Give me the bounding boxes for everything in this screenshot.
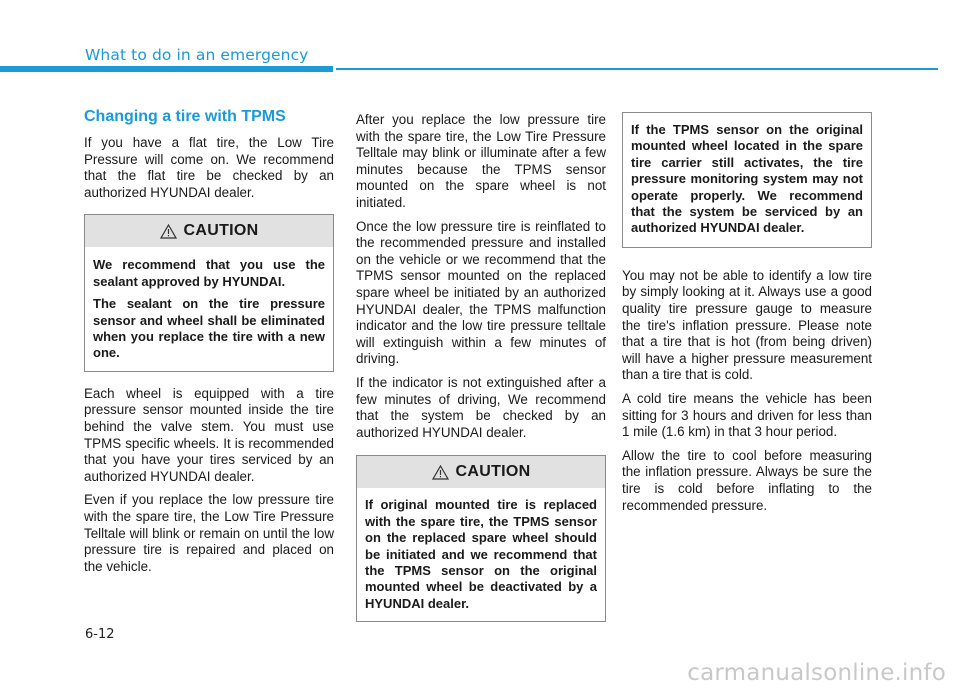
caution-label: CAUTION	[455, 463, 531, 481]
column-middle	[356, 112, 606, 622]
warning-triangle-icon	[432, 465, 449, 480]
continued-caution-box	[622, 112, 872, 248]
spare-tire-paragraph: Even if you replace the low pressure tire with the spare tire, the Low Tire Pressure Telltale will blink or remain on until the low pressure tire is repaired and placed on the vehicle.	[84, 492, 334, 574]
column-left	[84, 108, 334, 582]
watermark: carmanualsonline.info	[687, 660, 946, 686]
header-rule	[336, 68, 938, 70]
cool-tire-paragraph: Allow the tire to cool before measuring the inflation pressure. Always be sure the tire is cold before inflating to the recommended pressure.	[622, 447, 872, 513]
page-heading: Changing a tire with TPMS	[84, 108, 286, 125]
indicator-paragraph: If the indicator is not extinguished after a few minutes of driving, We recommend that the system be checked by an authorized HYUNDAI dealer.	[356, 374, 606, 440]
reinflate-paragraph: Once the low pressure tire is reinflated to the recommended pressure and installed on the vehicle or we recommend that the TPMS sensor mounted on the replaced spare wheel be initiated by an authorized HYUNDAI dealer, the TPMS malfunction indicator and the low tire pressure telltale will extinguish within a few minutes of driving.	[356, 218, 606, 367]
warning-triangle-icon	[160, 224, 177, 239]
column-right	[622, 112, 872, 521]
caution-text: If original mounted tire is replaced with the spare tire, the TPMS sensor on the replaced spare wheel should be initiated and we recommend that the TPMS sensor on the original mounted wheel be deactivated by a HYUNDAI dealer.	[365, 497, 597, 611]
caution-box-sealant	[84, 214, 334, 371]
caution-header	[85, 215, 333, 247]
caution-header	[357, 456, 605, 488]
caution-box-spare	[356, 455, 606, 622]
section-title: What to do in an emergency	[85, 46, 309, 64]
page-number: 6-12	[85, 627, 115, 642]
caution-body	[85, 247, 333, 370]
caution-text: If the TPMS sensor on the original mounted wheel located in the spare tire carrier still activates, the tire pressure monitoring system may not operate properly. We recommend that the system be serviced by an authorized HYUNDAI dealer.	[631, 122, 863, 236]
caution-body	[357, 488, 605, 621]
wheel-sensor-paragraph: Each wheel is equipped with a tire pressure sensor mounted inside the tire behind the valve stem. You must use TPMS specific wheels. It is recommended that you have your tires serviced by an authorized HYUNDAI dealer.	[84, 385, 334, 484]
caution-label: CAUTION	[183, 222, 259, 240]
identify-low-tire-paragraph: You may not be able to identify a low tire by simply looking at it. Always use a good quality tire pressure gauge to measure the tire's inflation pressure. Please note that a tire that is hot (from being driven) will have a higher pressure measurement than a tire that is cold.	[622, 267, 872, 383]
header-accent-bar	[0, 66, 333, 72]
cold-tire-paragraph: A cold tire means the vehicle has been sitting for 3 hours and driven for less than 1 mile (1.6 km) in that 3 hour period.	[622, 391, 872, 440]
caution-text: We recommend that you use the sealant approved by HYUNDAI.	[93, 257, 325, 289]
caution-text: The sealant on the tire pressure sensor and wheel shall be eliminated when you replace the tire with a new one.	[93, 296, 325, 361]
telltale-paragraph: After you replace the low pressure tire with the spare tire, the Low Tire Pressure Telltale may blink or illuminate after a few minutes because the TPMS sensor mounted on the spare wheel is not initiated.	[356, 112, 606, 210]
intro-paragraph: If you have a flat tire, the Low Tire Pressure will come on. We recommend that the flat tire be checked by an authorized HYUNDAI dealer.	[84, 135, 334, 200]
